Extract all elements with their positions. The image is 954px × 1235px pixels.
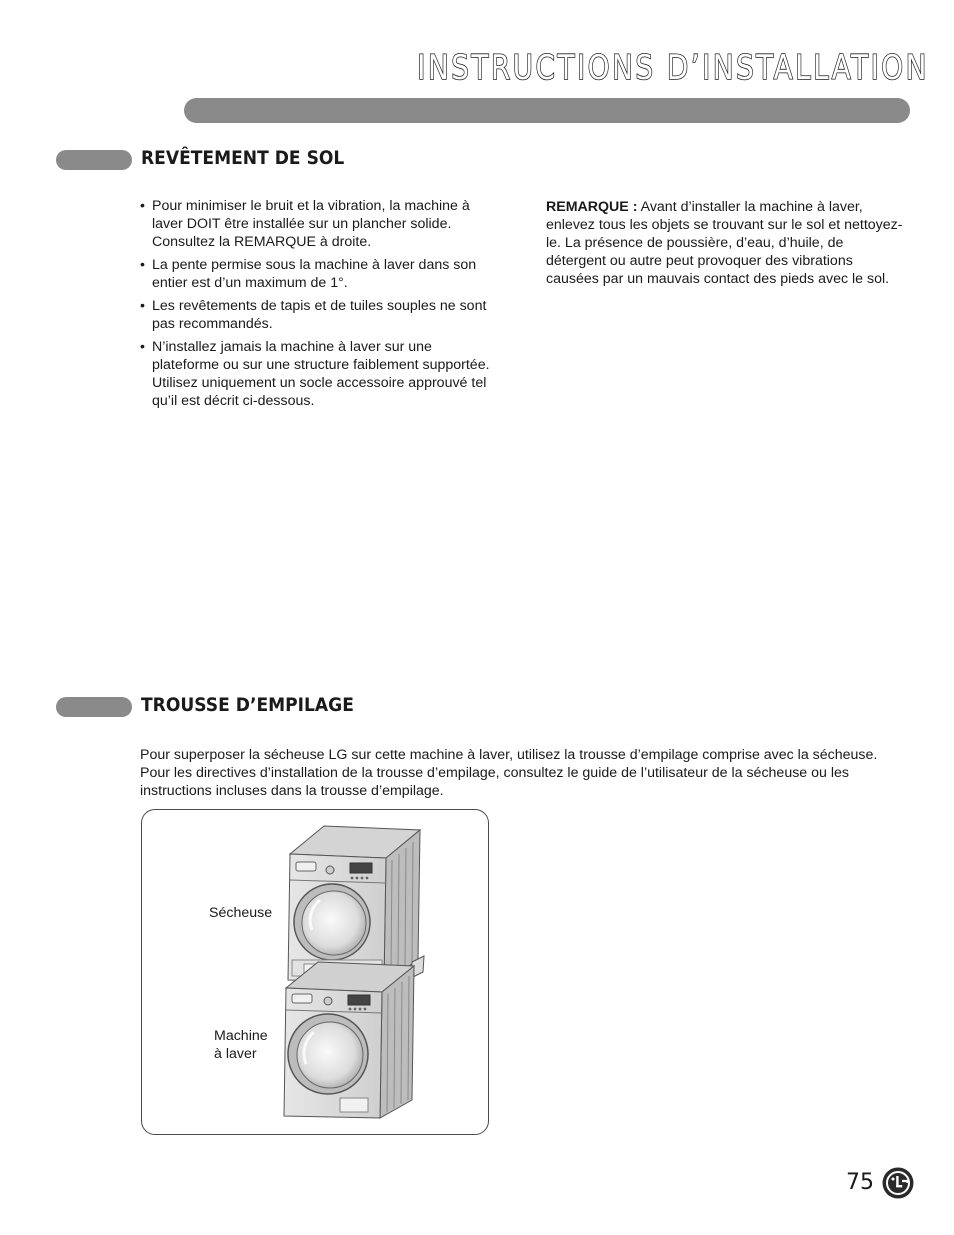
floor-bullet-list	[140, 197, 500, 415]
section-marker	[56, 697, 132, 717]
section-marker	[56, 150, 132, 170]
stacking-figure	[141, 809, 489, 1135]
washer-label-line1: Machine	[214, 1028, 268, 1044]
list-item	[140, 297, 500, 333]
note-label: REMARQUE :	[546, 199, 638, 215]
bullet-glyph: •	[140, 339, 145, 355]
section-heading-stacking: TROUSSE D’EMPILAGE	[141, 694, 354, 716]
bullet-text: Pour minimiser le bruit et la vibration, la machine à laver DOIT être installée sur un plancher solide. Consultez la REMARQUE à droite.	[152, 198, 470, 250]
note-text: Avant d’installer la machine à laver, enlevez tous les objets se trouvant sur le sol et nettoyez-le. La présence de poussière, d’eau, d’huile, de détergent ou autre peut provoquer des vibrations causées par un mauvais contact des pieds avec le sol.	[546, 199, 903, 287]
stacked-appliances-illustration	[142, 810, 489, 1135]
bullet-text: Les revêtements de tapis et de tuiles souples ne sont pas recommandés.	[152, 298, 487, 332]
dryer-illustration	[288, 826, 424, 982]
bullet-text: N’installez jamais la machine à laver sur une plateforme ou sur une structure faiblement supportée. Utilisez uniquement un socle accessoire approuvé tel qu’il est décrit ci-dessous.	[152, 339, 490, 409]
bullet-glyph: •	[140, 298, 145, 314]
dryer-label: Sécheuse	[209, 905, 273, 921]
list-item	[140, 338, 500, 410]
bullet-glyph: •	[140, 198, 145, 214]
page-number: 75	[846, 1170, 874, 1195]
lg-logo-icon	[882, 1167, 914, 1199]
list-item	[140, 197, 500, 251]
washer-label-line2: à laver	[214, 1046, 257, 1062]
title-bar-decoration	[184, 98, 910, 123]
bullet-glyph: •	[140, 257, 145, 273]
note-paragraph	[546, 198, 906, 288]
section-heading-floor: REVÊTEMENT DE SOL	[141, 147, 345, 169]
page-title: INSTRUCTIONS D’INSTALLATION	[417, 48, 929, 88]
bullet-text: La pente permise sous la machine à laver dans son entier est d’un maximum de 1°.	[152, 257, 477, 291]
stacking-intro-paragraph: Pour superposer la sécheuse LG sur cette machine à laver, utilisez la trousse d’empilage comprise avec la sécheuse. Pour les directives d’installation de la trousse d’empilage, consultez le guide de l’utilisateur de la sécheuse ou les instructions incluses dans la trousse d’empilage.	[140, 747, 878, 799]
washer-illustration	[284, 962, 414, 1118]
list-item	[140, 256, 500, 292]
